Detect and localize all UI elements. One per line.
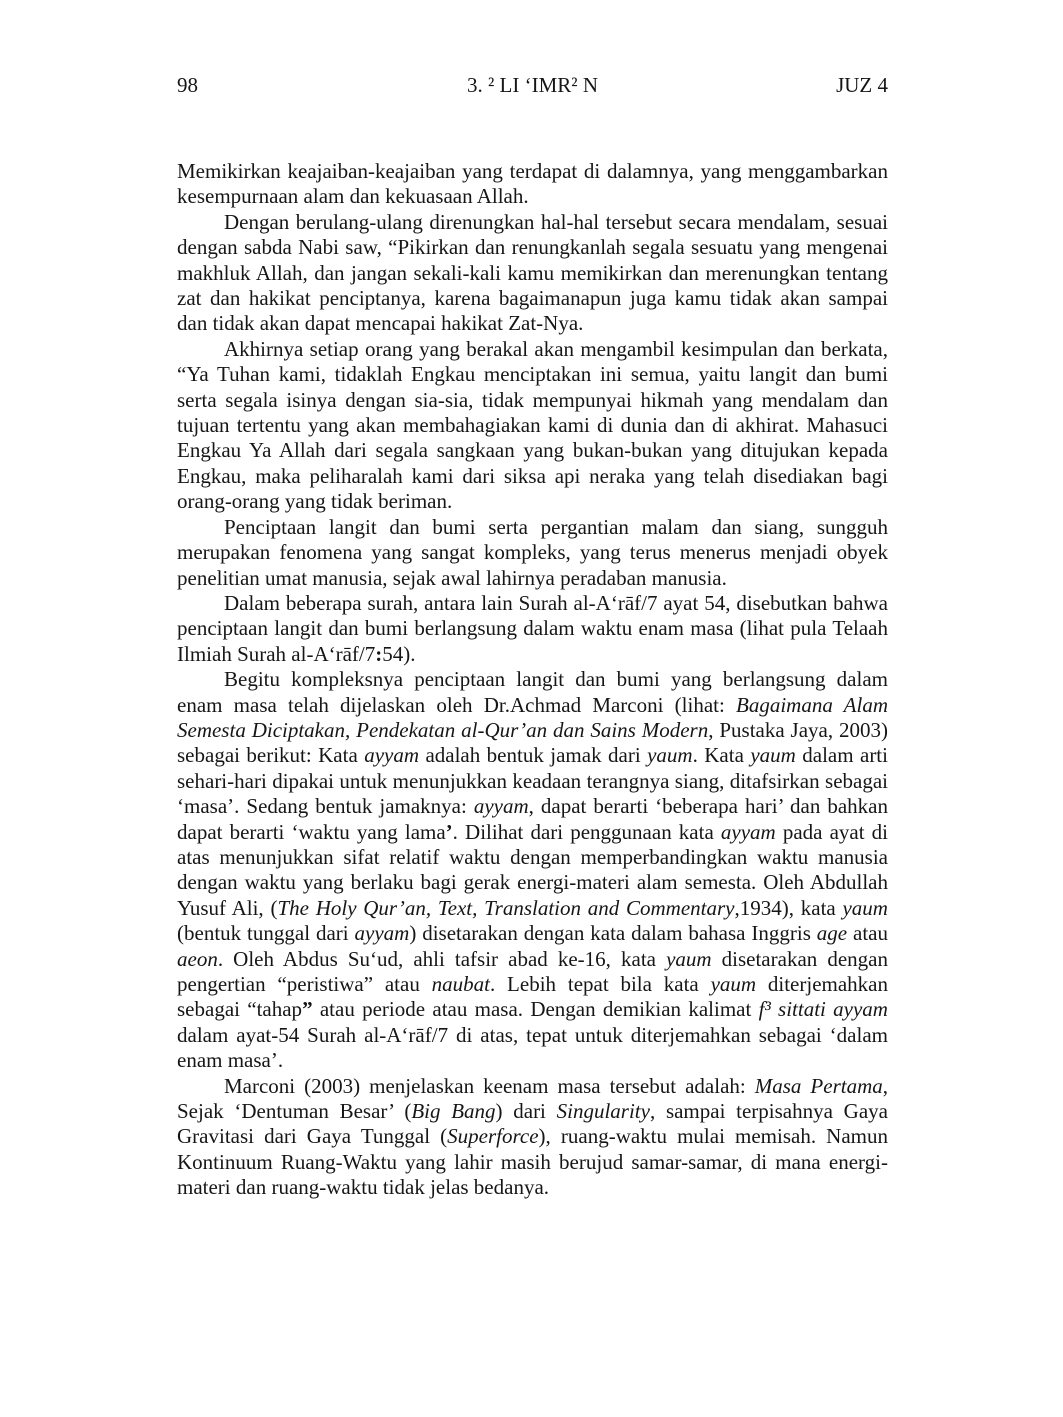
text-run: Begitu kompleksnya penciptaan langit dan bumi yang berlangsung dalam enam masa telah dijelaskan oleh Dr.Achmad Marconi (lihat: xyxy=(177,667,888,717)
text-run: , dapat berarti ‘beberapa hari’ dan bahkan dapat berarti ‘waktu yang lama xyxy=(177,794,889,844)
text-run: Big Bang xyxy=(411,1099,496,1124)
text-run: Superforce xyxy=(447,1124,539,1149)
text-run: , Sejak ‘Dentuman Besar’ ( xyxy=(177,1073,888,1124)
text-run: Akhirnya setiap orang yang berakal akan mengambil kesimpulan dan berkata, “Ya Tuhan kami, tidaklah Engkau menciptakan ini semua, yaitu langit dan bumi serta segala isinya dengan sia-sia, tidak mempunyai hikmah yang mendalam dan tujuan tertentu yang akan membahagiakan kami di dunia dan di akhirat. Mahasuci Engkau Ya Allah dari segala sangkaan yang bukan-bukan yang ditujukan kepada Engkau, maka peliharalah kami dari siksa api neraka yang telah disediakan bagi orang-orang yang tidak beriman. xyxy=(177,336,888,514)
text-run: 54). xyxy=(382,641,416,666)
text-run: yaum xyxy=(710,972,757,996)
text-run: ) dari xyxy=(495,1099,557,1124)
text-run: ayyam xyxy=(473,794,529,819)
paragraph xyxy=(177,591,888,667)
text-run: f³ sittati ayyam xyxy=(758,997,888,1022)
text-run: , Pustaka Jaya, 2003) sebagai berikut: Kata xyxy=(177,717,888,768)
text-run: diterjemahkan sebagai “tahap xyxy=(177,972,889,1022)
paragraph xyxy=(177,337,888,515)
text-run: disetarakan dengan pengertian “peristiwa” atau xyxy=(177,946,888,996)
paragraph xyxy=(177,667,888,1074)
paragraph xyxy=(177,210,888,337)
running-title: 3. ² LI ‘IMR² N xyxy=(467,73,598,97)
page-header xyxy=(177,73,888,97)
text-run: atau periode atau masa. Dengan demikian kalimat xyxy=(312,997,759,1022)
text-run: yaum xyxy=(666,946,712,971)
paragraph xyxy=(177,1074,888,1201)
text-run: Dengan berulang-ulang direnungkan hal-hal tersebut secara mendalam, sesuai dengan sabda Nabi saw, “Pikirkan dan renungkanlah segala sesuatu yang mengenai makhluk Allah, dan jangan sekali-kali kamu memikirkan dan merenungkan tentang zat dan hakikat penciptanya, karena bagaimanapun juga kamu tidak akan sampai dan tidak akan dapat mencapai hakikat Zat-Nya. xyxy=(177,209,888,336)
text-run: . Dilihat dari penggunaan kata xyxy=(452,819,721,844)
text-run: , sampai terpisahnya Gaya Gravitasi dari Gaya Tunggal ( xyxy=(177,1099,888,1149)
text-run: ” xyxy=(302,997,313,1022)
text-run: naubat xyxy=(431,972,490,996)
paragraph xyxy=(177,515,888,591)
text-run: aeon xyxy=(177,946,218,971)
text-run: Bagaimana Alam Semesta Diciptakan, Pendekatan al-Qur’an dan Sains Modern xyxy=(177,692,888,742)
text-run: ,1934), kata xyxy=(734,895,843,920)
text-run: pada ayat di atas menunjukkan sifat relatif waktu dengan memperbandingkan waktu manusia dengan waktu yang berlaku bagi gerak energi-materi alam semesta. Oleh Abdullah Yusuf Ali, ( xyxy=(177,819,889,920)
text-run: ’ xyxy=(445,819,453,844)
text-run: ayyam xyxy=(364,743,420,768)
text-run: Memikirkan keajaiban-keajaiban yang terdapat di dalamnya, yang menggambarkan kesempurnaan alam dan kekuasaan Allah. xyxy=(177,159,888,209)
text-run: ), ruang-waktu mulai memisah. Namun Kontinuum Ruang-Waktu yang lahir masih berujud samar-samar, di mana energi-materi dan ruang-waktu tidak jelas bedanya. xyxy=(177,1124,888,1200)
text-run: dalam ayat-54 Surah al-A‘rāf/7 di atas, tepat untuk diterjemahkan sebagai ‘dalam enam masa’. xyxy=(177,1022,888,1073)
text-run: Masa Pertama xyxy=(754,1073,883,1098)
paragraph xyxy=(177,159,888,210)
page-number: 98 xyxy=(177,73,198,97)
text-run: ayyam xyxy=(720,819,776,844)
text-run: (bentuk tunggal dari xyxy=(177,921,355,946)
text-run: ayyam xyxy=(354,921,410,946)
text-run: . Kata xyxy=(692,743,751,768)
text-run: : xyxy=(375,641,383,666)
juz-label: JUZ 4 xyxy=(836,73,888,97)
text-run: yaum xyxy=(750,743,796,768)
text-run: ) disetarakan dengan kata dalam bahasa Inggris xyxy=(409,921,817,946)
body-text xyxy=(177,159,888,1201)
text-run: Marconi (2003) menjelaskan keenam masa tersebut adalah: xyxy=(224,1073,755,1098)
text-run: . Lebih tepat bila kata xyxy=(490,972,711,996)
text-run: yaum xyxy=(842,895,888,920)
text-run: age xyxy=(816,921,848,946)
text-run: . Oleh Abdus Su‘ud, ahli tafsir abad ke-16, kata xyxy=(217,946,667,971)
text-run: yaum xyxy=(647,743,693,768)
text-run: Dalam beberapa surah, antara lain Surah al-A‘rāf/7 ayat 54, disebutkan bahwa penciptaan langit dan bumi berlangsung dalam waktu enam masa (lihat pula Telaah Ilmiah Surah al-A‘rāf/7 xyxy=(177,590,888,666)
text-run: dalam arti sehari-hari dipakai untuk menunjukkan keadaan terangnya siang, ditafsirkan sebagai ‘masa’. Sedang bentuk jamaknya: xyxy=(177,743,888,819)
text-run: Penciptaan langit dan bumi serta pergantian malam dan siang, sungguh merupakan fenomena yang sangat kompleks, yang terus menerus menjadi obyek penelitian umat manusia, sejak awal lahirnya peradaban manusia. xyxy=(177,514,888,590)
text-run: The Holy Qur’an, Text, Translation and Commentary xyxy=(277,895,735,920)
text-run: adalah bentuk jamak dari xyxy=(419,743,648,768)
text-run: Singularity xyxy=(556,1099,650,1124)
text-run: atau xyxy=(847,921,889,946)
